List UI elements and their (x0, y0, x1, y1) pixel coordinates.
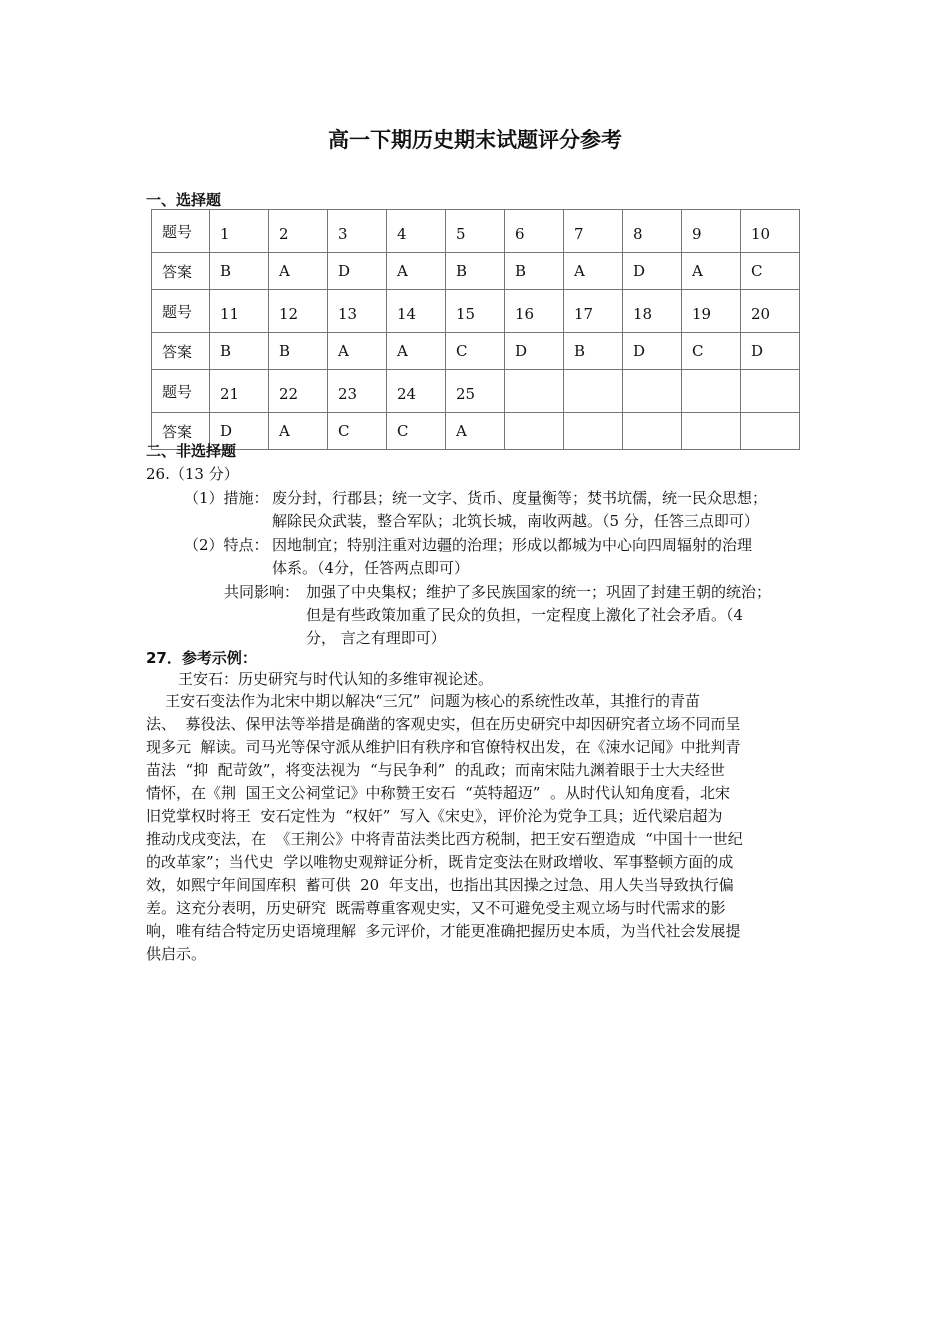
q26-p2-line: 因地制宜；特别注重对边疆的治理；形成以都城为中心向四周辐射的治理 (272, 536, 753, 554)
answer-cell: D (328, 253, 387, 290)
empty-cell (505, 370, 564, 413)
answer-cell: A (328, 333, 387, 370)
answer-table (151, 209, 800, 450)
question-number: 7 (564, 210, 623, 253)
question-number: 23 (328, 370, 387, 413)
question-number: 9 (682, 210, 741, 253)
question-number: 20 (741, 290, 800, 333)
question-number: 10 (741, 210, 800, 253)
num-label: 题号 (152, 290, 210, 333)
answer-cell: A (269, 253, 328, 290)
section-choice-heading: 一、选择题 (146, 191, 222, 209)
question-number: 6 (505, 210, 564, 253)
answer-cell: B (446, 253, 505, 290)
page-title: 高一下期历史期末试题评分参考 (328, 128, 622, 152)
question-number: 15 (446, 290, 505, 333)
q26-p2-line: 体系。（4分，任答两点即可） (272, 559, 470, 577)
question-number: 17 (564, 290, 623, 333)
q26-p2-label: （2）特点： (184, 536, 269, 554)
table-row (152, 253, 800, 290)
empty-cell (741, 370, 800, 413)
section-nonchoice-heading: 二、非选择题 (146, 442, 237, 460)
answer-cell: B (210, 333, 269, 370)
answer-cell: A (682, 253, 741, 290)
answer-cell: B (505, 253, 564, 290)
answer-cell: B (269, 333, 328, 370)
answer-cell: D (623, 333, 682, 370)
q26-heading: 26.（13 分） (146, 465, 239, 483)
answer-cell: A (564, 253, 623, 290)
table-row (152, 370, 800, 413)
q26-p3-line: 但是有些政策加重了民众的负担，一定程度上激化了社会矛盾。（4 (306, 606, 744, 624)
q27-essay (146, 690, 808, 966)
question-number: 16 (505, 290, 564, 333)
essay-line: 差。这充分表明，历史研究 既需尊重客观史实，又不可避免受主观立场与时代需求的影 (146, 899, 726, 917)
q27-heading: 27．参考示例： (146, 649, 257, 667)
empty-cell (682, 370, 741, 413)
q26-p1-label: （1）措施： (184, 489, 269, 507)
ans-label: 答案 (152, 253, 210, 290)
question-number: 8 (623, 210, 682, 253)
question-number: 25 (446, 370, 505, 413)
question-number: 2 (269, 210, 328, 253)
essay-line: 推动戊戌变法，在 《王荆公》中将青苗法类比西方税制，把王安石塑造成 “中国十一世纪 (146, 830, 743, 848)
answer-cell: D (741, 333, 800, 370)
question-number: 21 (210, 370, 269, 413)
essay-line: 的改革家”；当代史 学以唯物史观辩证分析，既肯定变法在财政增收、军事整顿方面的成 (146, 853, 734, 871)
q26-p3-line: 分， 言之有理即可） (306, 629, 446, 647)
essay-line: 王安石变法作为北宋中期以解决“三冗” 问题为核心的系统性改革，其推行的青苗 (146, 692, 700, 710)
question-number: 22 (269, 370, 328, 413)
q26-p3-line: 加强了中央集权；维护了多民族国家的统一；巩固了封建王朝的统治； (306, 583, 772, 601)
q26-p3-label: 共同影响： (224, 583, 300, 601)
empty-cell (741, 413, 800, 450)
empty-cell (564, 370, 623, 413)
essay-line: 响，唯有结合特定历史语境理解 多元评价，才能更准确把握历史本质，为当代社会发展提 (146, 922, 741, 940)
q26-p1-line: 废分封，行郡县；统一文字、货币、度量衡等；焚书坑儒，统一民众思想； (272, 489, 768, 507)
num-label: 题号 (152, 370, 210, 413)
table-row (152, 413, 800, 450)
answer-cell: A (446, 413, 505, 450)
answer-cell: B (564, 333, 623, 370)
answer-cell: D (505, 333, 564, 370)
q26-p1-line: 解除民众武装，整合军队；北筑长城，南收两越。（5 分，任答三点即可） (272, 512, 759, 530)
essay-line: 法、 募役法、保甲法等举措是确凿的客观史实，但在历史研究中却因研究者立场不同而呈 (146, 715, 741, 733)
essay-line: 苗法 “抑 配苛敛”，将变法视为 “与民争利” 的乱政；而南宋陆九渊着眼于士大夫经世 (146, 761, 725, 779)
question-number: 12 (269, 290, 328, 333)
empty-cell (505, 413, 564, 450)
essay-line: 旧党掌权时将王 安石定性为 “权奸” 写入《宋史》，评价沦为党争工具；近代梁启超为 (146, 807, 723, 825)
answer-cell: B (210, 253, 269, 290)
answer-cell: A (387, 333, 446, 370)
question-number: 11 (210, 290, 269, 333)
empty-cell (564, 413, 623, 450)
essay-line: 现多元 解读。司马光等保守派从维护旧有秩序和官僚特权出发，在《涑水记闻》中批判青 (146, 738, 741, 756)
table-row (152, 210, 800, 253)
answer-cell: C (682, 333, 741, 370)
answer-cell: D (210, 413, 269, 450)
empty-cell (682, 413, 741, 450)
question-number: 1 (210, 210, 269, 253)
question-number: 24 (387, 370, 446, 413)
question-number: 5 (446, 210, 505, 253)
question-number: 18 (623, 290, 682, 333)
answer-cell: A (269, 413, 328, 450)
essay-line: 情怀，在《荆 国王文公祠堂记》中称赞王安石 “英特超迈” 。从时代认知角度看，北宋 (146, 784, 730, 802)
answer-cell: D (623, 253, 682, 290)
question-number: 19 (682, 290, 741, 333)
question-number: 4 (387, 210, 446, 253)
q27-thesis: 王安石：历史研究与时代认知的多维审视论述。 (178, 670, 494, 688)
essay-line: 供启示。 (146, 945, 207, 963)
question-number: 14 (387, 290, 446, 333)
answer-cell: C (328, 413, 387, 450)
question-number: 3 (328, 210, 387, 253)
ans-label: 答案 (152, 413, 210, 450)
num-label: 题号 (152, 210, 210, 253)
answer-cell: C (387, 413, 446, 450)
answer-cell: C (446, 333, 505, 370)
table-row (152, 333, 800, 370)
answer-cell: A (387, 253, 446, 290)
table-row (152, 290, 800, 333)
empty-cell (623, 370, 682, 413)
empty-cell (623, 413, 682, 450)
essay-line: 效，如熙宁年间国库积 蓄可供 20 年支出，也指出其因操之过急、用人失当导致执行偏 (146, 876, 734, 894)
answer-cell: C (741, 253, 800, 290)
ans-label: 答案 (152, 333, 210, 370)
question-number: 13 (328, 290, 387, 333)
